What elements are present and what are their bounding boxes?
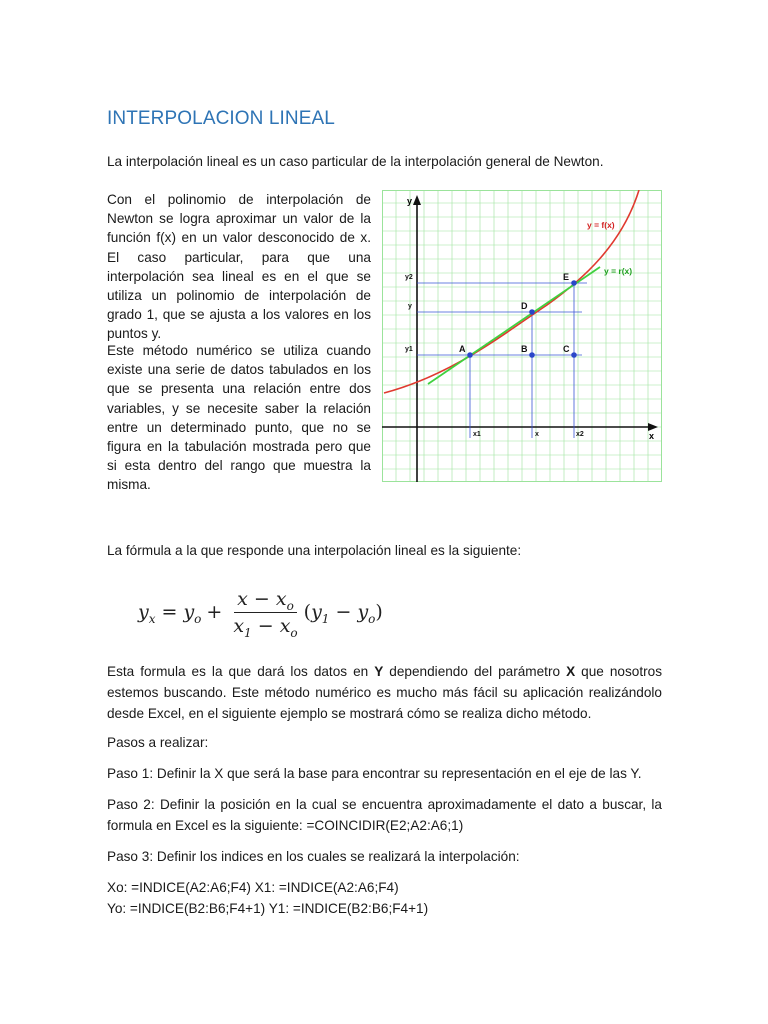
point-b-label: B xyxy=(521,344,528,354)
formula-intro: La fórmula a la que responde una interpolación lineal es la siguiente: xyxy=(107,543,522,558)
fraction-numerator: $x - x_o$ xyxy=(234,588,297,613)
tick-x1: x1 xyxy=(473,431,481,438)
formula-line-1: Xo: =INDICE(A2:A6;F4) X1: =INDICE(A2:A6;F4) xyxy=(107,880,399,895)
y-axis-label: y xyxy=(407,196,413,206)
step-1: Paso 1: Definir la X que será la base para encontrar su representación en el eje de las Y. xyxy=(107,766,642,781)
point-e xyxy=(571,280,577,286)
lhs: $y_x$ xyxy=(138,601,156,626)
tick-x2: x2 xyxy=(576,431,584,438)
point-c-label: C xyxy=(563,344,570,354)
excel-formulas xyxy=(107,877,428,919)
method-paragraph: Este método numérico se utiliza cuando existe una serie de datos tabulados en los que se presenta una relación entre dos variables, y se necesite saber la relación entre un determinado punto, que no se figura en la tabulación mostrada pero que si esta dentro del rango que muestra la misma. xyxy=(107,343,371,493)
curve-label: y = f(x) xyxy=(587,220,615,230)
x-axis-label: x xyxy=(649,431,655,441)
equals-sign: = xyxy=(161,601,178,623)
step-3: Paso 3: Definir los indices en los cuales se realizará la interpolación: xyxy=(107,849,520,864)
interpolation-formula xyxy=(138,583,383,641)
point-c xyxy=(571,352,577,358)
formula-line-2: Yo: =INDICE(B2:B6;F4+1) Y1: =INDICE(B2:B6;F4+1) xyxy=(107,901,429,916)
line-label: y = r(x) xyxy=(604,266,633,276)
fraction-denominator: $x_1 - x_o$ xyxy=(233,614,298,640)
tick-y1: y1 xyxy=(405,346,413,353)
steps-heading: Pasos a realizar: xyxy=(107,735,209,750)
point-b xyxy=(529,352,535,358)
interpolation-graph xyxy=(382,190,662,482)
tick-y: y xyxy=(408,303,412,310)
point-d-label: D xyxy=(521,301,528,311)
tick-x: x xyxy=(535,431,539,438)
y0-term: $y_o$ xyxy=(183,601,202,626)
newton-paragraph: Con el polinomio de interpolación de Newton se logra aproximar un valor de la función f(x) en un valor desconocido de x. El caso particular, para que una interpolación sea lineal es en el que se utiliza un polinomio de interpolación de grado 1, que se ajusta a los valores en los puntos y. xyxy=(107,192,371,342)
plus-sign: + xyxy=(206,601,223,623)
step-2: Paso 2: Definir la posición en la cual se encuentra aproximadamente el dato a buscar, la formula en Excel es la siguiente: =COINCIDIR(E2;A2:A6;1) xyxy=(107,797,662,833)
page-title: INTERPOLACION LINEAL xyxy=(107,108,335,129)
intro-paragraph: La interpolación lineal es un caso particular de la interpolación general de Newton. xyxy=(107,154,604,169)
point-a-label: A xyxy=(459,344,466,354)
point-e-label: E xyxy=(563,272,570,282)
fraction xyxy=(230,587,300,640)
point-a xyxy=(467,352,473,358)
tick-y2: y2 xyxy=(405,274,413,281)
explanation-paragraph: Esta formula es la que dará los datos en Y dependiendo del parámetro X que nosotros estemos buscando. Este método numérico es mucho más fácil su aplicación realizándolo desde Excel, en el siguiente ejemplo se mostrará cómo se realiza dicho método. xyxy=(107,664,662,721)
point-d xyxy=(529,309,535,315)
paren-term: $(y_1 - y_o)$ xyxy=(303,601,383,626)
